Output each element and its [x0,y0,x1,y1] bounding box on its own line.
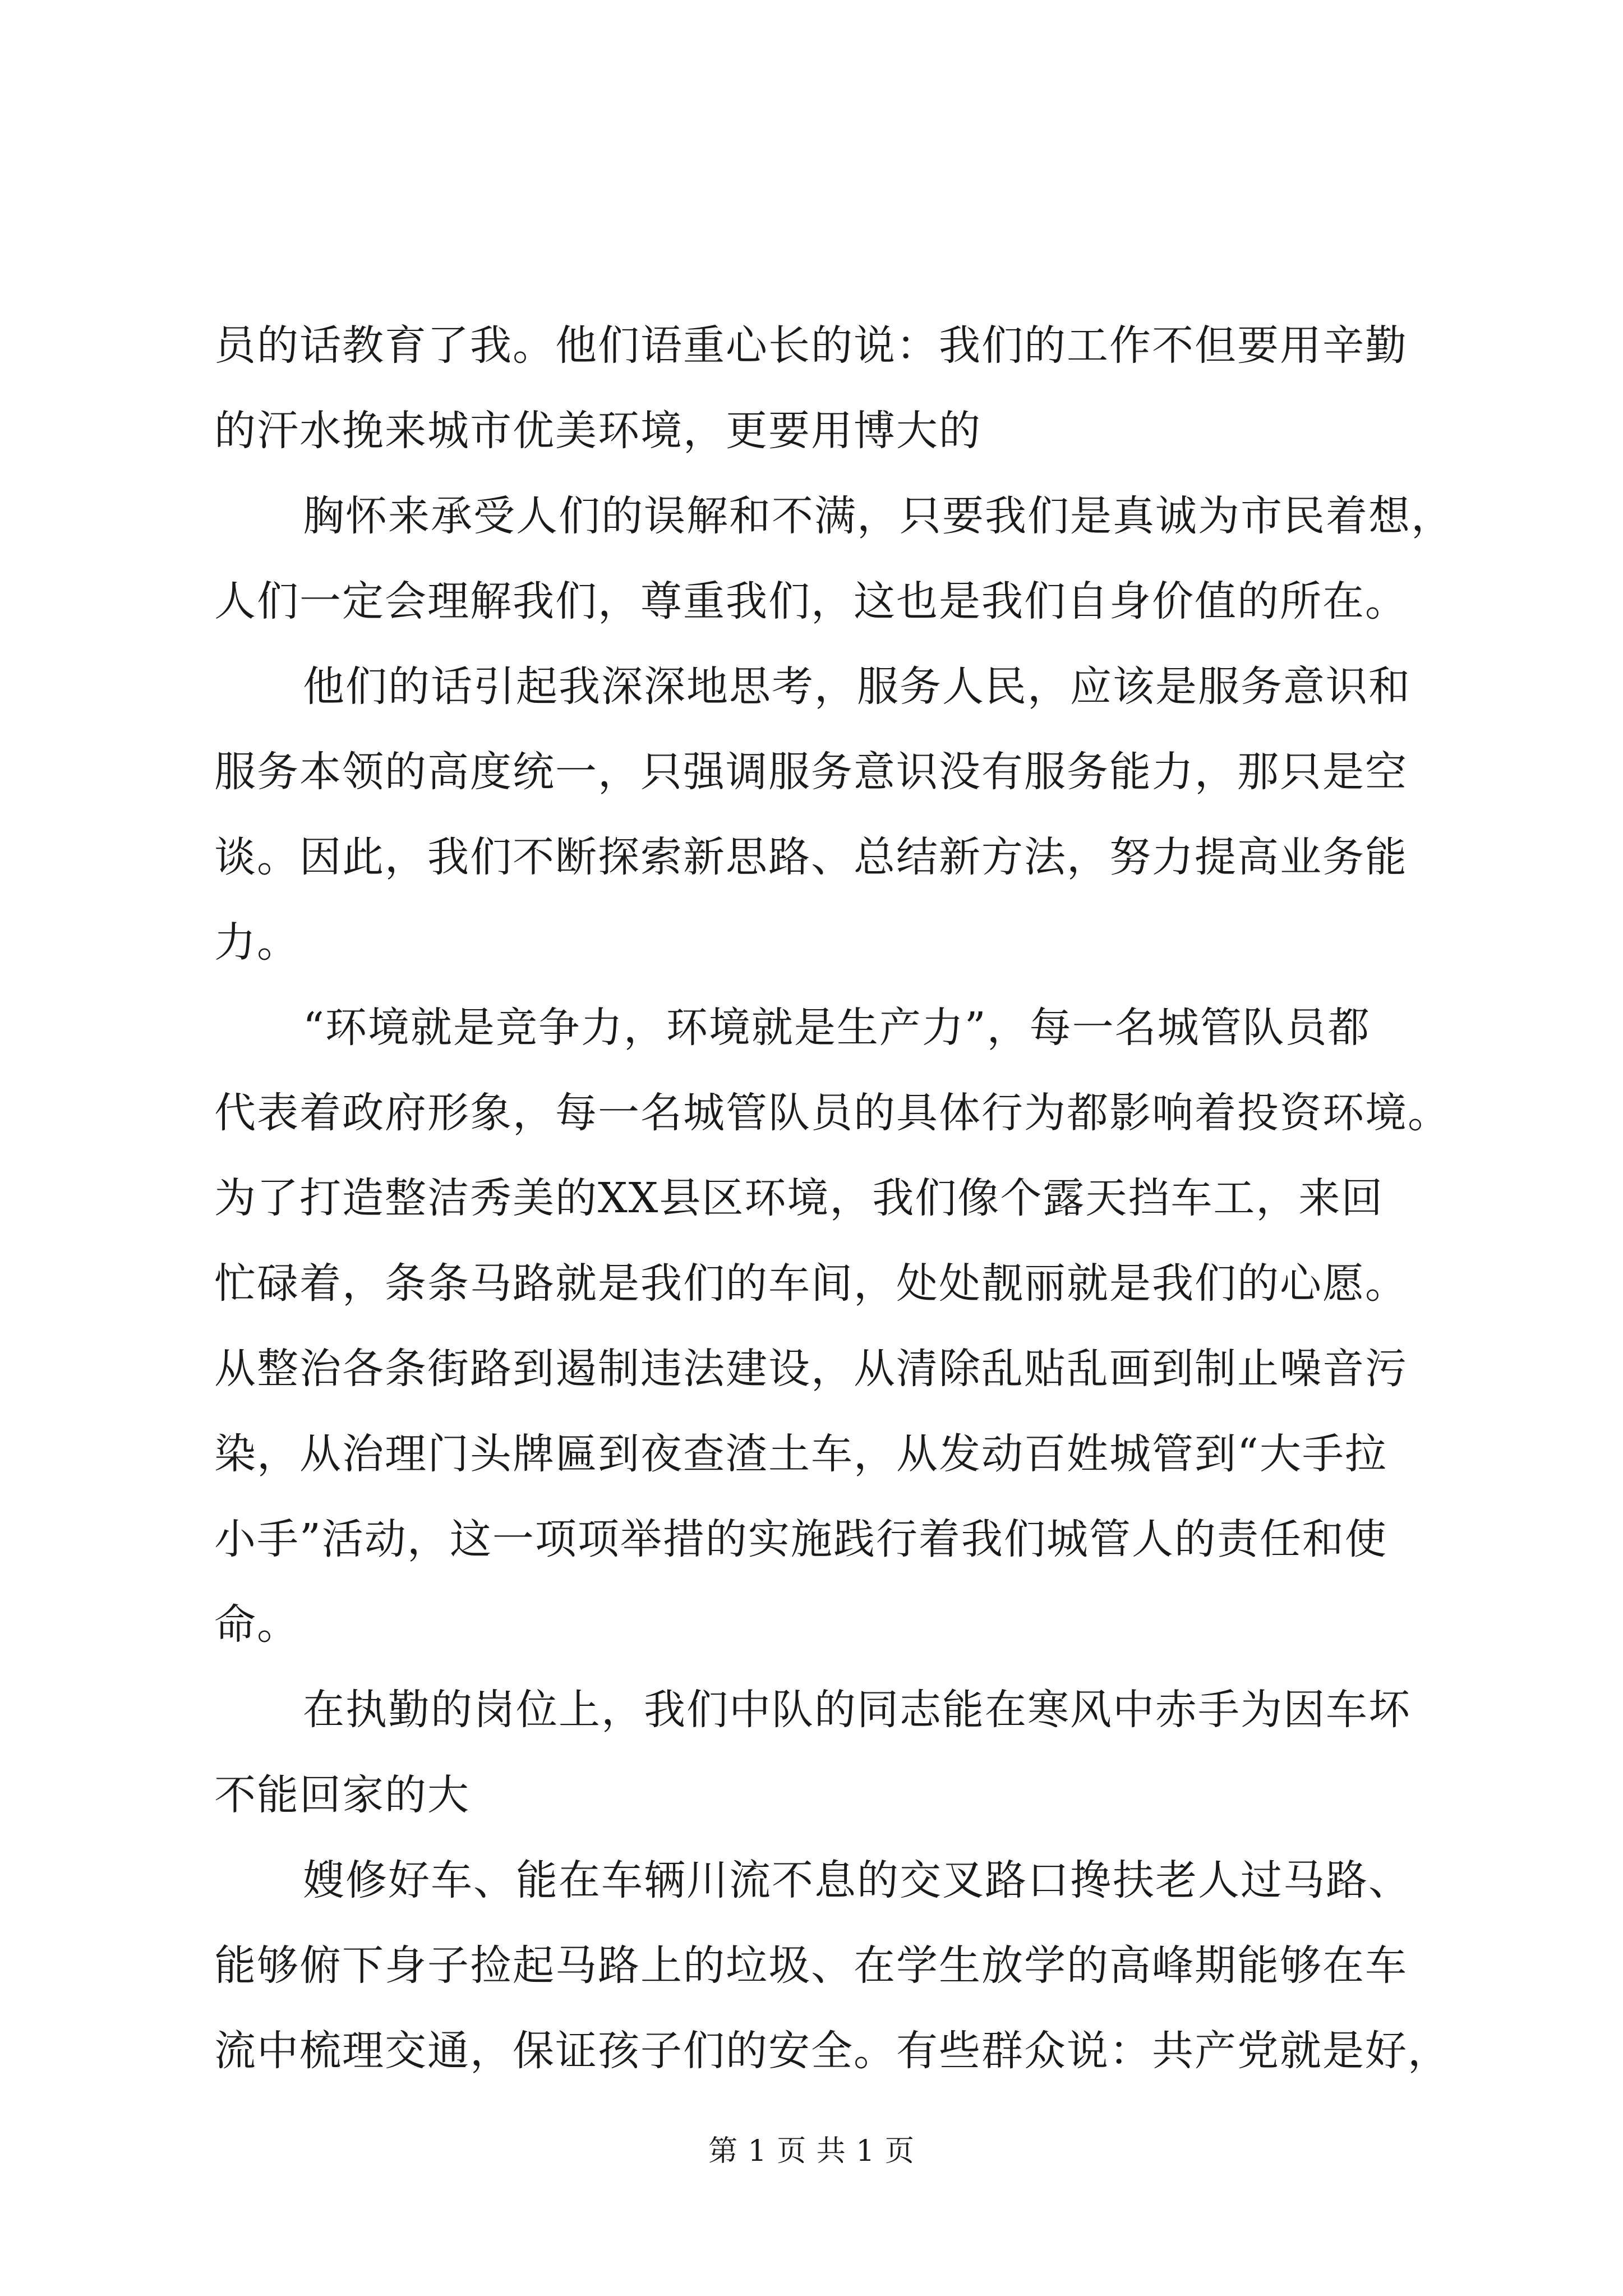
text-line: 命。 [214,1600,299,1649]
text-line: 的汗水挽来城市优美环境，更要用博大的 [214,407,981,455]
text-line: 在执勤的岗位上，我们中队的同志能在寒风中赤手为因车坏 [303,1686,1411,1734]
document-body [214,303,1454,2093]
text-line: 员的话教育了我。他们语重心长的说：我们的工作不但要用辛勤 [214,321,1408,370]
text-line: 人们一定会理解我们，尊重我们，这也是我们自身价值的所在。 [214,577,1408,625]
page-number-label: 第 1 页 共 1 页 [708,2134,915,2168]
text-line: 他们的话引起我深深地思考，服务人民，应该是服务意识和 [303,662,1411,711]
text-line: 力。 [214,918,299,967]
text-line: 小手”活动，这一项项举措的实施践行着我们城管人的责任和使 [214,1515,1387,1563]
page-footer [0,2134,1623,2168]
text-line: 流中梳理交通，保证孩子们的安全。有些群众说：共产党就是好， [214,2027,1450,2075]
text-line: 服务本领的高度统一，只强调服务意识没有服务能力，那只是空 [214,748,1408,796]
text-line: 能够俯下身子捡起马路上的垃圾、在学生放学的高峰期能够在车 [214,1941,1408,1990]
text-line: 染，从治理门头牌匾到夜查渣土车，从发动百姓城管到“大手拉 [214,1430,1387,1478]
text-line: 胸怀来承受人们的误解和不满，只要我们是真诚为市民着想， [303,492,1454,540]
text-line: 谈。因此，我们不断探索新思路、总结新方法，努力提高业务能 [214,833,1408,881]
text-line: 为了打造整洁秀美的XX县区环境，我们像个露天挡车工，来回 [214,1174,1384,1222]
text-line: 从整治各条街路到遏制违法建设，从清除乱贴乱画到制止噪音污 [214,1345,1408,1393]
text-line: 不能回家的大 [214,1771,470,1819]
text-line: 代表着政府形象，每一名城管队员的具体行为都影响着投资环境。 [214,1089,1450,1137]
text-line: 嫂修好车、能在车辆川流不息的交叉路口搀扶老人过马路、 [303,1856,1411,1904]
text-line: 忙碌着，条条马路就是我们的车间，处处靓丽就是我们的心愿。 [214,1259,1408,1308]
text-line: “环境就是竞争力，环境就是生产力”，每一名城管队员都 [303,1004,1371,1052]
